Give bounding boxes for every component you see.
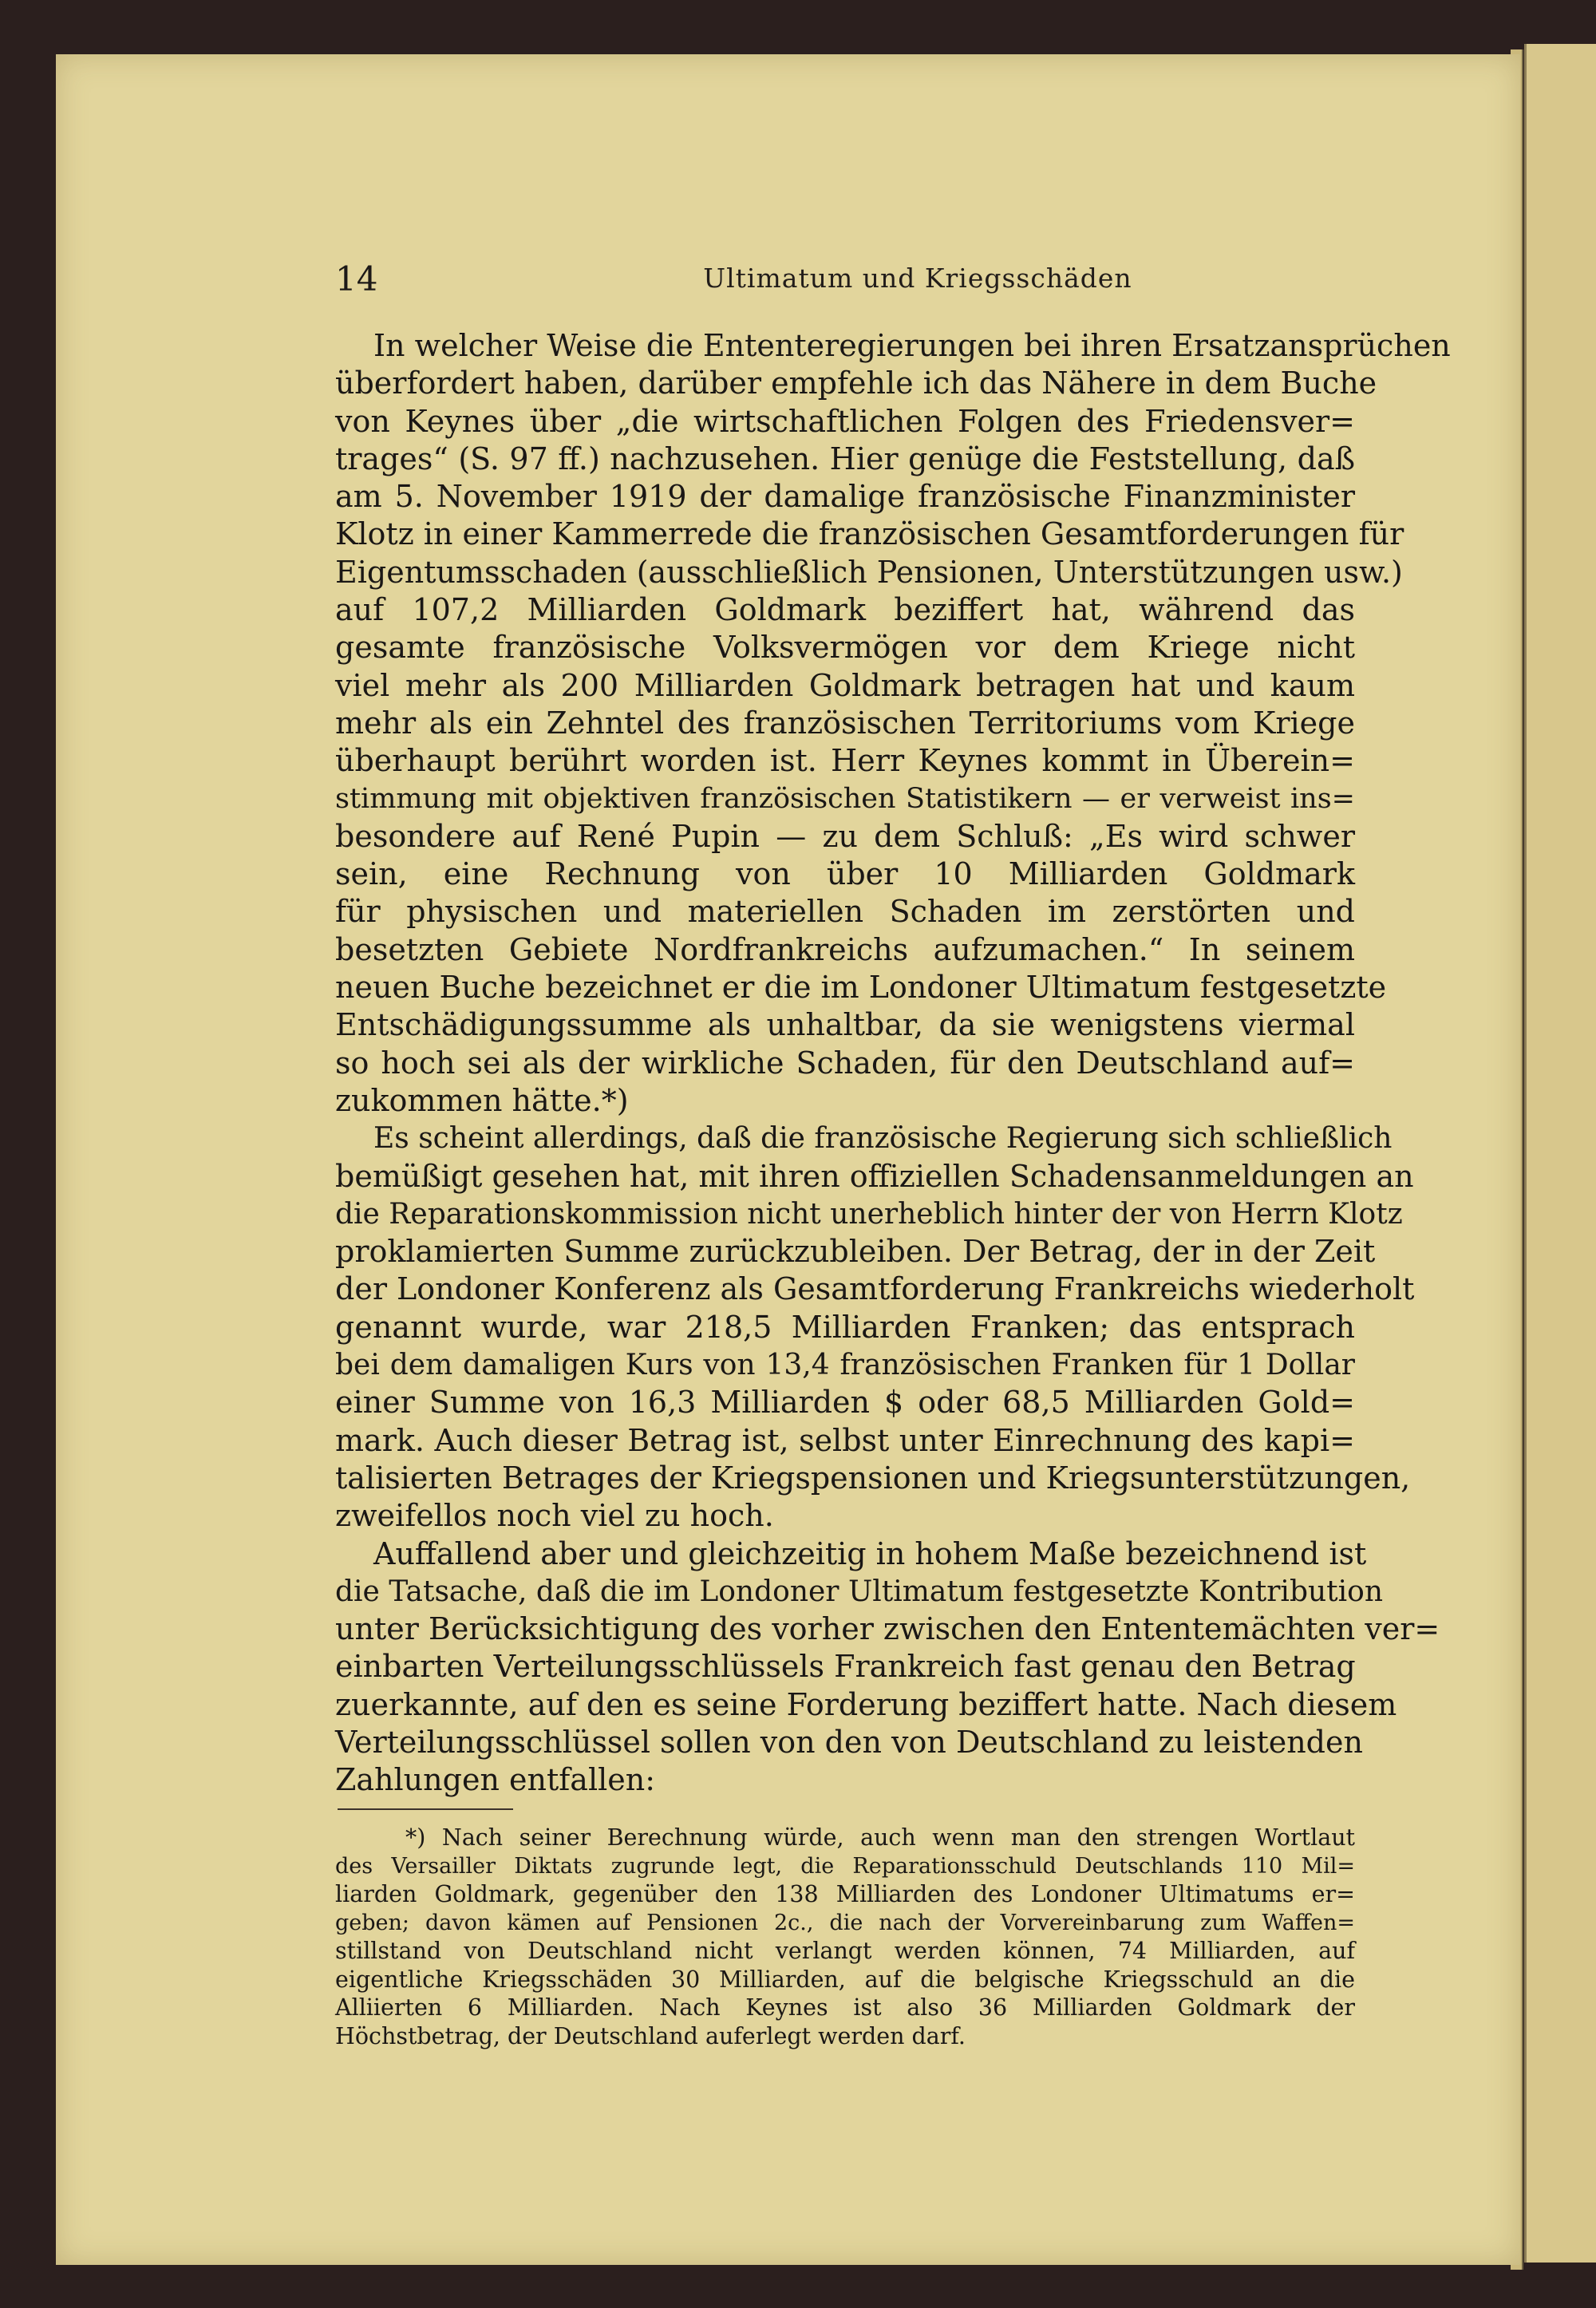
body-text <box>335 327 1451 1800</box>
footnote <box>335 1824 1355 2050</box>
text-line: unter Berücksichtigung des vorher zwischen den Ententemächten ver= <box>335 1611 1440 1647</box>
text-line: zukommen hätte.*) <box>335 1082 629 1118</box>
footnote-line: liarden Goldmark, gegenüber den 138 Milliarden des Londoner Ultimatums er= <box>335 1881 1355 1907</box>
paragraph-2 <box>335 1120 1415 1535</box>
text-line: Auffallend aber und gleichzeitig in hohem Maße bezeichnend ist <box>373 1535 1367 1571</box>
text-line: sein, eine Rechnung von über 10 Milliarden Goldmark <box>335 856 1355 892</box>
text-line: zweifellos noch viel zu hoch. <box>335 1498 774 1534</box>
text-line: zuerkannte, auf den es seine Forderung beziffert hatte. Nach diesem <box>335 1686 1397 1722</box>
text-line: am 5. November 1919 der damalige französische Finanzminister <box>335 479 1355 515</box>
text-line: mark. Auch dieser Betrag ist, selbst unter Einrechnung des kapi= <box>335 1422 1355 1458</box>
running-title: Ultimatum und Kriegsschäden <box>703 263 1132 294</box>
text-line: auf 107,2 Milliarden Goldmark beziffert hat, während das <box>335 592 1355 628</box>
text-line: gesamte französische Volksvermögen vor dem Kriege nicht <box>335 630 1355 666</box>
text-line: überfordert haben, darüber empfehle ich das Nähere in dem Buche <box>335 366 1377 401</box>
footnote-line: geben; davon kämen auf Pensionen 2c., die nach der Vorvereinbarung zum Waffen= <box>335 1910 1355 1935</box>
footnote-rule <box>338 1808 513 1810</box>
footnote-line: *) Nach seiner Berechnung würde, auch wenn man den strengen Wortlaut <box>405 1824 1355 1851</box>
text-line: trages“ (S. 97 ff.) nachzusehen. Hier genüge die Feststellung, daß <box>335 441 1355 476</box>
text-line: In welcher Weise die Ententeregierungen bei ihren Ersatzansprüchen <box>373 328 1451 363</box>
text-line: für physischen und materiellen Schaden im zerstörten und <box>335 894 1355 930</box>
text-line: Klotz in einer Kammerrede die französischen Gesamtforderungen für <box>335 516 1404 552</box>
page-header <box>335 259 1404 315</box>
text-line: der Londoner Konferenz als Gesamtforderung Frankreichs wiederholt <box>335 1271 1415 1307</box>
text-line: besetzten Gebiete Nordfrankreichs aufzumachen.“ In seinem <box>335 931 1355 967</box>
text-line: viel mehr als 200 Milliarden Goldmark betragen hat und kaum <box>335 667 1355 703</box>
adjacent-page-edge <box>1524 44 1596 2263</box>
text-line: bemüßigt gesehen hat, mit ihren offiziellen Schadensanmeldungen an <box>335 1158 1414 1194</box>
paragraph-3 <box>335 1535 1440 1800</box>
text-line: die Reparationskommission nicht unerheblich hinter der von Herrn Klotz <box>335 1197 1403 1231</box>
footnote-line: stillstand von Deutschland nicht verlangt werden können, 74 Milliarden, auf <box>335 1938 1355 1964</box>
text-line: talisierten Betrages der Kriegspensionen und Kriegsunterstützungen, <box>335 1460 1411 1496</box>
text-line: genannt wurde, war 218,5 Milliarden Franken; das entsprach <box>335 1309 1355 1345</box>
text-line: Entschädigungssumme als unhaltbar, da sie wenigstens viermal <box>335 1007 1355 1043</box>
footnote-line: Höchstbetrag, der Deutschland auferlegt werden darf. <box>335 2022 966 2049</box>
text-line: stimmung mit objektiven französischen Statistikern — er verweist ins= <box>335 782 1355 815</box>
text-line: proklamierten Summe zurückzubleiben. Der Betrag, der in der Zeit <box>335 1234 1376 1270</box>
text-line: mehr als ein Zehntel des französischen Territoriums vom Kriege <box>335 705 1355 741</box>
page-number: 14 <box>335 259 378 298</box>
footnote-line: des Versailler Diktats zugrunde legt, die Reparationsschuld Deutschlands 110 Mil= <box>335 1853 1355 1879</box>
text-line: Zahlungen entfallen: <box>335 1762 656 1798</box>
paragraph-1 <box>335 327 1451 1120</box>
text-line: neuen Buche bezeichnet er die im Londoner Ultimatum festgesetzte <box>335 970 1387 1006</box>
text-line: überhaupt berührt worden ist. Herr Keynes kommt in Überein= <box>335 743 1355 779</box>
text-line: Eigentumsschaden (ausschließlich Pensionen, Unterstützungen usw.) <box>335 554 1403 590</box>
text-line: Verteilungsschlüssel sollen von den von Deutschland zu leistenden <box>335 1724 1363 1760</box>
text-line: bei dem damaligen Kurs von 13,4 französischen Franken für 1 Dollar <box>335 1349 1355 1382</box>
footnote-line: eigentliche Kriegsschäden 30 Milliarden, auf die belgische Kriegsschuld an die <box>335 1966 1355 1993</box>
text-line: von Keynes über „die wirtschaftlichen Folgen des Friedensver= <box>335 403 1355 439</box>
text-line: die Tatsache, daß die im Londoner Ultimatum festgesetzte Kontribution <box>335 1575 1384 1608</box>
text-line: besondere auf René Pupin — zu dem Schluß: „Es wird schwer <box>335 818 1355 854</box>
text-line: einbarten Verteilungsschlüssels Frankreich fast genau den Betrag <box>335 1649 1356 1685</box>
footnote-line: Alliierten 6 Milliarden. Nach Keynes ist also 36 Milliarden Goldmark der <box>335 1994 1355 2021</box>
text-line: Es scheint allerdings, daß die französische Regierung sich schließlich <box>373 1122 1393 1156</box>
text-line: so hoch sei als der wirkliche Schaden, für den Deutschland auf= <box>335 1045 1355 1081</box>
text-line: einer Summe von 16,3 Milliarden $ oder 68,5 Milliarden Gold= <box>335 1385 1355 1421</box>
